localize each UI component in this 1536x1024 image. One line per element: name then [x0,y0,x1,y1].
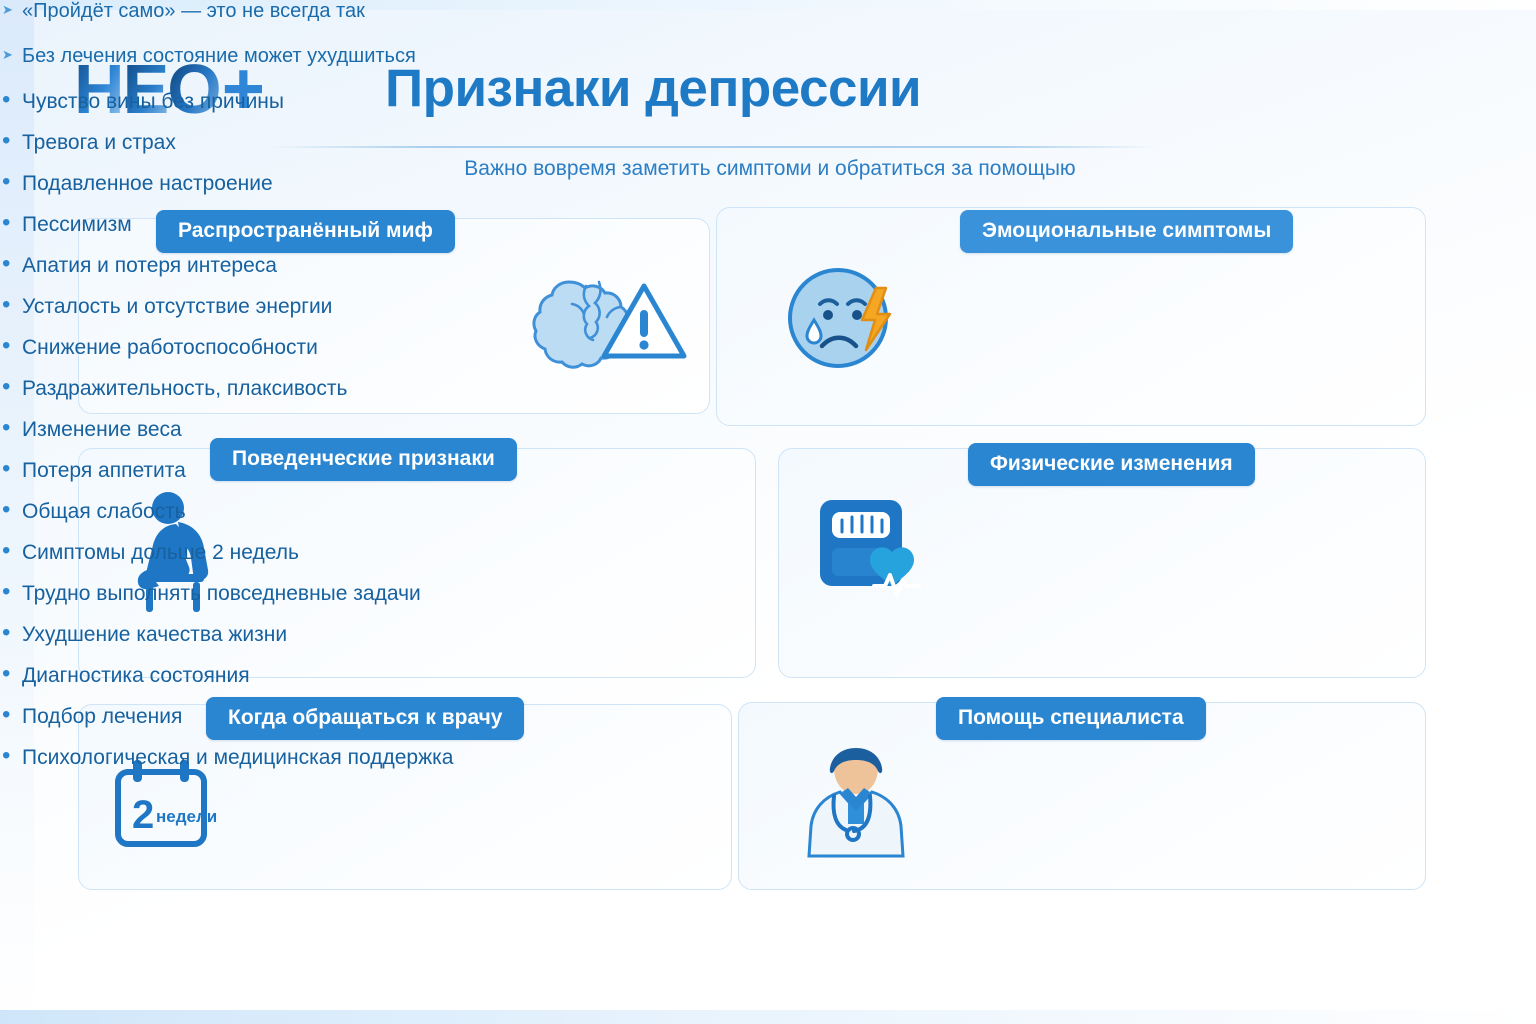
list-item: ➤ Без лечения состояние может ухудшиться [0,45,1536,68]
list-item: • Подбор лечения [0,705,1536,729]
list-item: • Подавленное настроение [0,172,1536,196]
list-physical-changes [0,418,1536,524]
card-title-behavioral-signs: Поведенческие признаки [210,438,517,481]
logo-plus-icon: + [221,47,263,130]
card-title-physical-changes: Физические изменения [968,443,1255,486]
doctor-icon [796,746,916,871]
list-item: • Трудно выполнять повседневные задачи [0,582,1536,606]
list-item: • Психологическая и медицинская поддержка [0,746,1536,770]
list-item: • Раздражительность, плаксивость [0,377,1536,401]
list-item: • Чувство вины без причины [0,90,1536,114]
page-title: Признаки депрессии [385,59,922,118]
list-item: ➤ «Пройдёт само» — это не всегда так [0,0,1536,23]
list-when-to-see-doctor [0,541,1536,647]
list-item: • Изменение веса [0,418,1536,442]
calendar-label: недели [156,807,218,826]
calendar-number: 2 [132,793,155,837]
list-item: • Ухудшение качества жизни [0,623,1536,647]
list-item: • Общая слабость [0,500,1536,524]
page-subtitle: Важно вовремя заметить симптоми и обратиться за помощыю [464,157,1076,180]
list-item: • Усталость и отсутствие энергии [0,295,1536,319]
card-title-specialist-help: Помощь специалиста [936,697,1206,740]
list-item: • Диагностика состояния [0,664,1536,688]
list-item: • Снижение работоспособности [0,336,1536,360]
list-item: • Апатия и потеря интереса [0,254,1536,278]
card-title-emotional-symptoms: Эмоциональные симптомы [960,210,1293,253]
bottom-band [0,1010,1536,1024]
card-title-when-to-see-doctor: Когда обращаться к врачу [206,697,524,740]
list-item: • Потеря аппетита [0,459,1536,483]
logo-letter-e: E [122,50,168,128]
logo-letter-o: O [167,50,220,128]
list-item: • Пессимизм [0,213,1536,237]
calendar-icon [108,758,218,863]
list-item: • Тревога и страх [0,131,1536,155]
card-title-common-myth: Распространённый миф [156,210,455,253]
sad-face-icon [778,258,908,393]
logo-letter-n: H [74,50,123,128]
list-specialist-help [0,664,1536,770]
list-item: • Симптомы дольше 2 недель [0,541,1536,565]
